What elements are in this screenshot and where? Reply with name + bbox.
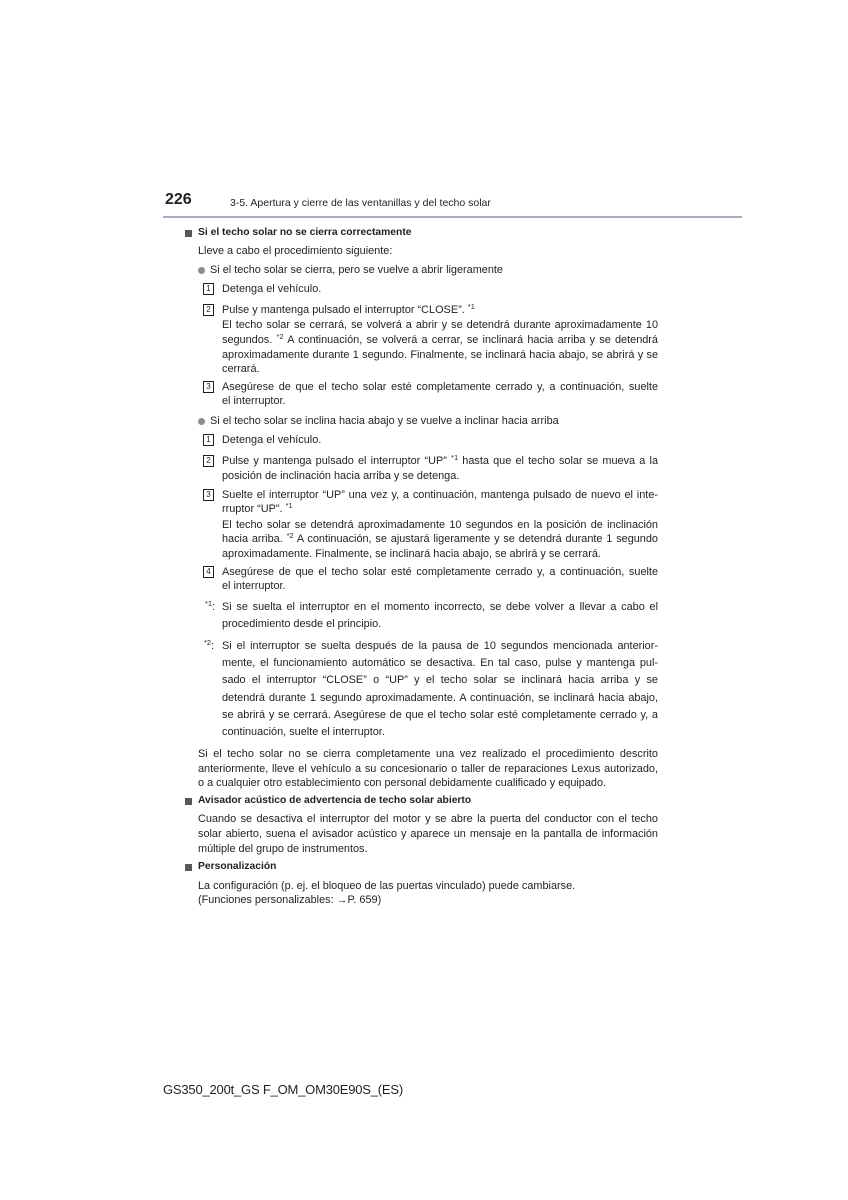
step-number-badge: 4: [203, 566, 214, 578]
footnote-separator: :: [212, 601, 216, 613]
text-line: Asegúrese de que el techo solar esté completamente cerrado y, a continuación, suelte: [222, 566, 658, 578]
footnote-reference: *1: [285, 501, 293, 511]
header-rule: [163, 216, 742, 218]
step-number-badge: 2: [203, 304, 214, 316]
circle-bullet-icon: [198, 267, 205, 274]
footnote-reference: *2: [276, 331, 284, 341]
footnote-reference: *1: [451, 453, 459, 462]
text-line: Asegúrese de que el techo solar esté completamente cerrado y, a continuación, suelte: [222, 381, 658, 393]
text-line: Si se suelta el interruptor en el momento incorrecto, se debe volver a llevar a cabo el: [222, 601, 658, 613]
case-title: Si el techo solar se inclina hacia abajo y se vuelve a inclinar hacia arriba: [210, 415, 559, 427]
text-line: [222, 454, 658, 469]
text-line: [222, 532, 658, 547]
document-code: GS350_200t_GS F_OM_OM30E90S_(ES): [163, 1082, 404, 1097]
step-text: [222, 565, 658, 593]
text-line: o a cualquier otro establecimiento con personal debidamente cualificado y equipado.: [198, 777, 607, 789]
text-segment: Pulse y mantenga pulsado el interruptor “CLOSE”.: [222, 304, 468, 316]
text-line: sado el interruptor “CLOSE” o “UP” y el techo solar se inclinará hacia arriba y se: [222, 674, 658, 687]
text-line: Suelte el interruptor “UP” una vez y, a continuación, mantenga pulsado de nuevo el inte-: [222, 489, 658, 501]
text-line: El techo solar se detendrá aproximadamente 10 segundos en la posición de inclinación: [222, 518, 658, 531]
section-heading: Personalización: [198, 861, 277, 872]
footnote-reference: *1: [467, 302, 475, 311]
text-line: Detenga el vehículo.: [222, 283, 322, 295]
step-text: [222, 488, 658, 561]
text-segment: rruptor “UP”.: [222, 503, 286, 516]
text-line: aproximadamente durante 1 segundo. Finalmente, se inclinará hacia abajo, se abrirá y se: [222, 348, 658, 361]
page-number: 226: [165, 191, 192, 208]
text-line: Lleve a cabo el procedimiento siguiente:: [198, 245, 393, 257]
footnote-separator: :: [211, 640, 215, 652]
square-bullet-icon: [185, 864, 192, 871]
step-number-badge: 2: [203, 455, 214, 467]
case-title: Si el techo solar se cierra, pero se vuelve a abrir ligeramente: [210, 264, 503, 276]
step-text: [222, 282, 658, 296]
text-line: Cuando se desactiva el interruptor del motor y se abre la puerta del conductor con el techo: [198, 813, 658, 825]
text-line: [222, 502, 658, 517]
square-bullet-icon: [185, 230, 192, 237]
section-paragraph: [198, 879, 658, 907]
intro-paragraph: [198, 244, 658, 258]
text-line: El techo solar se cerrará, se volverá a abrir y se detendrá durante aproximadamente 10: [222, 319, 658, 332]
text-line: continuación, suelte el interruptor.: [222, 726, 385, 739]
text-segment: Pulse y mantenga pulsado el interruptor “UP”: [222, 455, 452, 467]
text-line: mente, el funcionamiento automático se desactiva. En tal caso, pulse y mantenga pul-: [222, 657, 658, 670]
step-text: [222, 303, 658, 376]
text-line: procedimiento desde el principio.: [222, 618, 382, 630]
footnote-reference: *2: [204, 638, 212, 647]
text-segment: hacia arriba.: [222, 532, 287, 545]
text-line: cerrará.: [222, 363, 260, 376]
text-line: aproximadamente. Finalmente, se inclinará hacia abajo, se abrirá y se cerrará.: [222, 548, 601, 561]
text-segment: hasta que el techo solar se mueva a la: [458, 455, 658, 467]
text-line: el interruptor.: [222, 580, 286, 592]
section-heading: Avisador acústico de advertencia de techo solar abierto: [198, 795, 472, 806]
circle-bullet-icon: [198, 418, 205, 425]
text-line: múltiple del grupo de instrumentos.: [198, 842, 368, 855]
step-text: [222, 454, 658, 483]
footnote-text: [222, 599, 658, 633]
text-line: se abrirá y se cerrará. Asegúrese de que el techo solar esté completamente cerrado y, a: [222, 708, 658, 721]
footnote-marker: [204, 638, 214, 655]
step-number-badge: 3: [203, 381, 214, 393]
text-line: La configuración (p. ej. el bloqueo de las puertas vinculado) puede cambiarse.: [198, 880, 576, 892]
footnote-reference: *1: [205, 599, 213, 608]
footnote-reference: *2: [286, 530, 294, 540]
text-line: Si el interruptor se suelta después de la pausa de 10 segundos mencionada anterior-: [222, 640, 658, 652]
square-bullet-icon: [185, 798, 192, 805]
closing-paragraph: [198, 747, 658, 791]
footnote-marker: [205, 599, 215, 616]
text-segment: A continuación, se volverá a cerrar, se inclinará hacia arriba y se detendrá: [283, 333, 658, 346]
section-paragraph: [198, 812, 658, 856]
text-line: posición de inclinación hacia arriba y se detenga.: [222, 470, 460, 482]
text-line: el interruptor.: [222, 395, 286, 407]
section-heading: Si el techo solar no se cierra correctamente: [198, 227, 412, 238]
text-line: anteriormente, lleve el vehículo a su concesionario o taller de reparaciones Lexus autorizado,: [198, 762, 658, 775]
cross-reference-line: (Funciones personalizables: →P. 659): [198, 894, 382, 906]
step-text: [222, 433, 658, 447]
text-line: [222, 333, 658, 348]
step-text: [222, 380, 658, 408]
text-line: Si el techo solar no se cierra completamente una vez realizado el procedimiento descrito: [198, 748, 658, 760]
step-number-badge: 1: [203, 283, 214, 295]
step-number-badge: 1: [203, 434, 214, 446]
text-line: Detenga el vehículo.: [222, 434, 322, 446]
footnote-text: [222, 638, 658, 741]
chapter-title: 3-5. Apertura y cierre de las ventanillas y del techo solar: [230, 197, 491, 209]
text-segment: A continuación, se ajustará ligeramente y se detendrá durante 1 segundo: [293, 532, 658, 545]
step-number-badge: 3: [203, 489, 214, 501]
text-line: solar abierto, suena el avisador acústico y aparece un mensaje en la pantalla de información: [198, 827, 658, 840]
text-line: detendrá durante 1 segundo aproximadamente. A continuación, se inclinará hacia abajo,: [222, 691, 658, 704]
text-segment: segundos.: [222, 333, 277, 346]
text-line: [222, 303, 658, 318]
